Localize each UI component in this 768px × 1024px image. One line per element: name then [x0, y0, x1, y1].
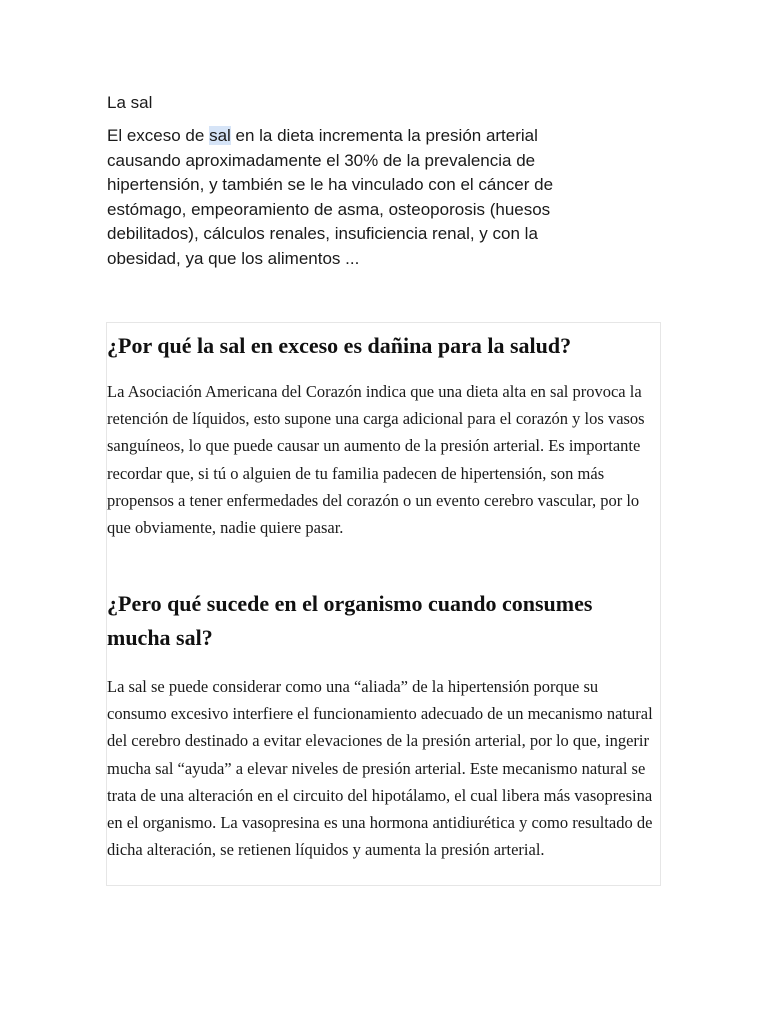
- article-excerpt: [106, 322, 661, 886]
- snippet-text-after: en la dieta incrementa la presión arterial causando aproximadamente el 30% de la prevalencia de hipertensión, y también se le ha vinculado con el cáncer de estómago, empeoramiento de asma, osteoporosis (huesos debilitados), cálculos renales, insuficiencia renal, y con la obesidad, ya que los alimentos ...: [107, 126, 554, 268]
- article-heading-1: ¿Por qué la sal en exceso es dañina para la salud?: [107, 333, 572, 358]
- article-paragraph-1: La Asociación Americana del Corazón indica que una dieta alta en sal provoca la retención de líquidos, esto supone una carga adicional para el corazón y los vasos sanguíneos, lo que puede causar un aumento de la presión arterial. Es importante recordar que, si tú o alguien de tu familia padecen de hipertensión, son más propensos a tener enfermedades del corazón o un evento cerebro vascular, por lo que obviamente, nadie quiere pasar.: [107, 382, 645, 538]
- search-snippet: [107, 92, 607, 271]
- article-paragraph-2: La sal se puede considerar como una “aliada” de la hipertensión porque su consumo excesivo interfiere el funcionamiento adecuado de un mecanismo natural del cerebro destinado a evitar elevaciones de la presión arterial, por lo que, ingerir mucha sal “ayuda” a elevar niveles de presión arterial. Este mecanismo natural se trata de una alteración en el circuito del hipotálamo, el cual libera más vasopresina en el organismo. La vasopresina es una hormona antidiurética y como resultado de dicha alteración, se retienen líquidos y aumenta la presión arterial.: [107, 677, 653, 860]
- article-heading-2: ¿Pero qué sucede en el organismo cuando consumes mucha sal?: [107, 591, 593, 650]
- snippet-text: [107, 124, 607, 271]
- snippet-text-before: El exceso de: [107, 126, 210, 145]
- snippet-highlight: sal: [209, 126, 231, 145]
- snippet-title: La sal: [107, 93, 153, 112]
